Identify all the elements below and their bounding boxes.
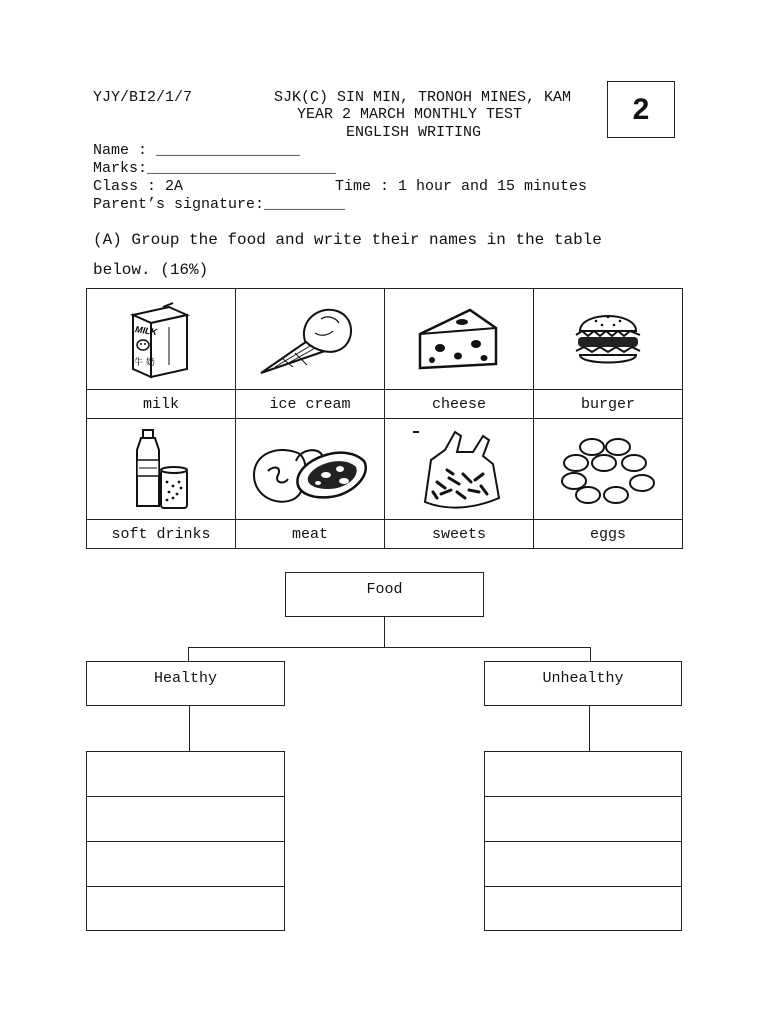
test-title: YEAR 2 MARCH MONTHLY TEST — [297, 106, 523, 123]
food-label-burger: burger — [534, 390, 683, 419]
food-cell-burger — [534, 289, 683, 390]
food-label-soft-drinks: soft drinks — [87, 520, 236, 549]
class-field-line: Class : 2A — [93, 178, 184, 195]
healthy-category-label: Healthy — [153, 670, 217, 687]
unhealthy-answer-box-1[interactable] — [484, 751, 682, 797]
instruction-line-2: below. (16%) — [93, 261, 209, 279]
healthy-category-box — [86, 661, 285, 706]
food-root-box — [285, 572, 484, 617]
signature-field-line: Parent’s signature:_________ — [93, 196, 346, 213]
food-label-cheese: cheese — [385, 390, 534, 419]
food-cell-eggs — [534, 419, 683, 520]
unhealthy-answer-box-4[interactable] — [484, 886, 682, 931]
right-branch-connector — [590, 647, 591, 661]
eggs-icon — [558, 433, 658, 505]
milk-carton-text: MILK — [134, 324, 158, 338]
food-cell-meat — [236, 419, 385, 520]
name-field-line: Name : ________________ — [93, 142, 301, 159]
marks-field-line: Marks:_____________________ — [93, 160, 337, 177]
food-label-eggs: eggs — [534, 520, 683, 549]
cheese-icon — [414, 304, 504, 374]
food-root-label: Food — [366, 581, 403, 598]
meat-icon — [248, 431, 372, 507]
healthy-answer-box-2[interactable] — [86, 796, 285, 842]
unhealthy-category-box — [484, 661, 682, 706]
page-number-badge: 2 — [607, 81, 675, 138]
subject-title: ENGLISH WRITING — [346, 124, 482, 141]
root-connector-vertical — [384, 617, 385, 647]
ice-cream-icon — [255, 301, 365, 377]
food-cell-sweets — [385, 419, 534, 520]
food-cell-soft-drinks — [87, 419, 236, 520]
unhealthy-answer-box-2[interactable] — [484, 796, 682, 842]
sweets-icon — [411, 426, 507, 512]
burger-icon — [568, 303, 648, 375]
healthy-answers-connector — [189, 706, 190, 751]
food-cell-cheese — [385, 289, 534, 390]
unhealthy-answers-connector — [589, 706, 590, 751]
branch-connector-horizontal — [188, 647, 591, 648]
food-label-meat: meat — [236, 520, 385, 549]
soft-drinks-icon — [121, 426, 201, 512]
unhealthy-answer-box-3[interactable] — [484, 841, 682, 887]
healthy-answer-box-4[interactable] — [86, 886, 285, 931]
instruction-line-1: (A) Group the food and write their names in the table — [93, 231, 602, 249]
school-name: SJK(C) SIN MIN, TRONOH MINES, KAM — [274, 89, 572, 106]
healthy-answer-box-3[interactable] — [86, 841, 285, 887]
food-picture-table — [86, 288, 683, 549]
food-cell-ice-cream — [236, 289, 385, 390]
unhealthy-category-label: Unhealthy — [542, 670, 624, 687]
food-cell-milk — [87, 289, 236, 390]
milk-carton-chinese: 牛 奶 — [134, 358, 155, 368]
document-code: YJY/BI2/1/7 — [93, 89, 193, 106]
time-field-line: Time : 1 hour and 15 minutes — [335, 178, 588, 195]
healthy-answer-box-1[interactable] — [86, 751, 285, 797]
food-label-sweets: sweets — [385, 520, 534, 549]
food-label-ice-cream: ice cream — [236, 390, 385, 419]
left-branch-connector — [188, 647, 189, 661]
milk-carton-icon — [121, 297, 201, 381]
food-label-milk: milk — [87, 390, 236, 419]
